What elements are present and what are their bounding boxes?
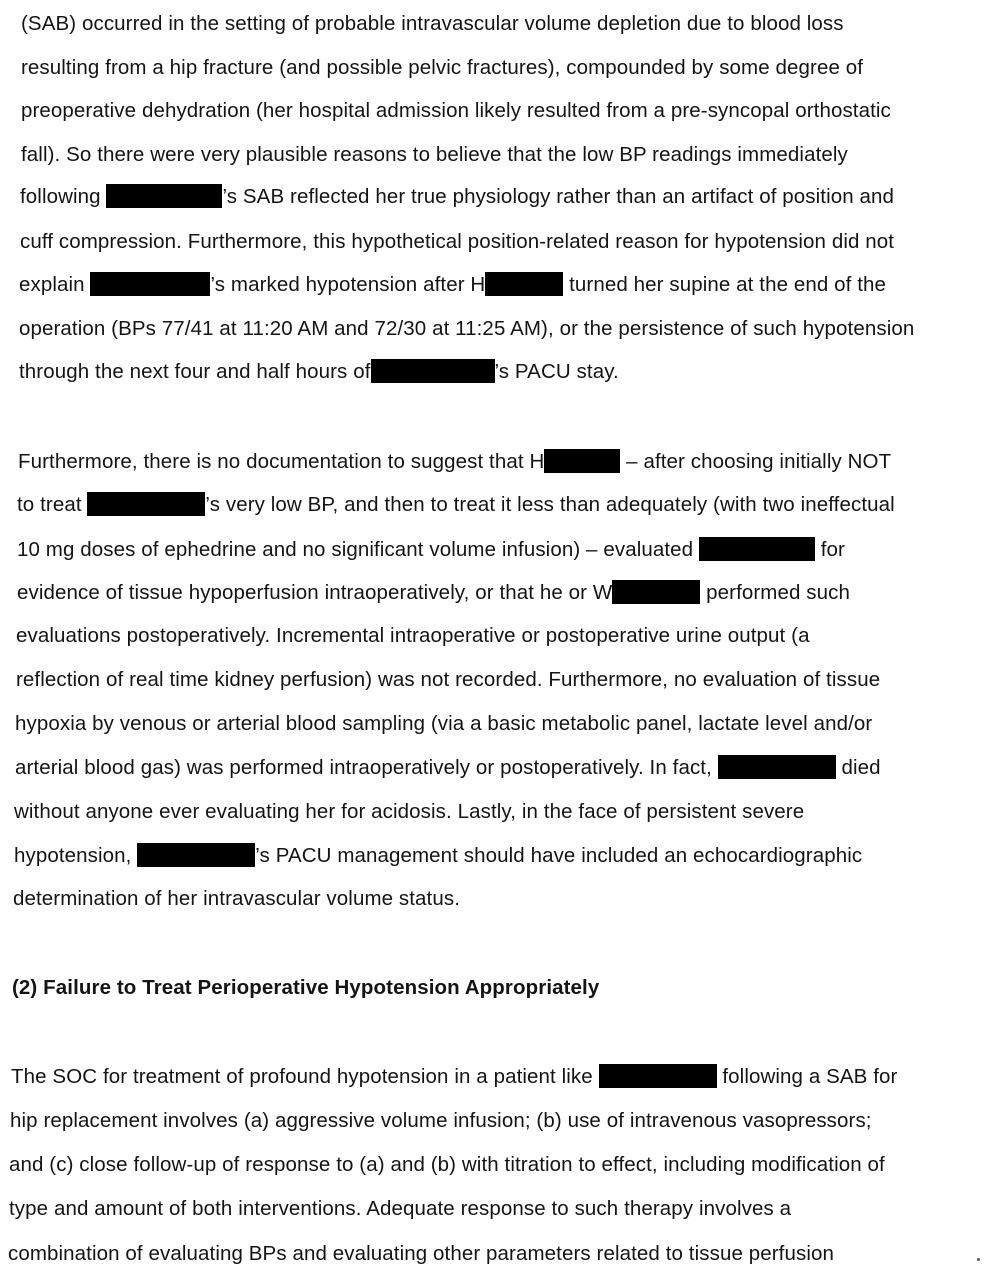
paragraph-2-line-6: reflection of real time kidney perfusion) was not recorded. Furthermore, no evaluation of tissue bbox=[16, 668, 881, 691]
paragraph-3-line-1: The SOC for treatment of profound hypotension in a patient like following a SAB for bbox=[11, 1065, 898, 1088]
paragraph-3-line-3: and (c) close follow-up of response to (a) and (b) with titration to effect, including modification of bbox=[9, 1153, 885, 1176]
redaction-bar bbox=[137, 843, 255, 867]
paragraph-1-line-9: through the next four and half hours of ’s PACU stay. bbox=[19, 360, 619, 383]
paragraph-3-line-4: type and amount of both interventions. Adequate response to such therapy involves a bbox=[9, 1197, 792, 1220]
redaction-bar bbox=[87, 492, 205, 516]
paragraph-3-line-2: hip replacement involves (a) aggressive volume infusion; (b) use of intravenous vasopressors; bbox=[10, 1109, 872, 1132]
redaction-bar bbox=[718, 755, 836, 779]
paragraph-1-line-2: resulting from a hip fracture (and possible pelvic fractures), compounded by some degree of bbox=[21, 56, 864, 79]
redaction-bar bbox=[699, 537, 815, 561]
redaction-bar bbox=[612, 580, 700, 604]
paragraph-2-line-2: to treat ’s very low BP, and then to treat it less than adequately (with two ineffectual bbox=[17, 493, 895, 516]
paragraph-2-line-1: Furthermore, there is no documentation to suggest that H – after choosing initially NOT bbox=[18, 450, 892, 473]
redaction-bar bbox=[544, 449, 620, 473]
redaction-bar bbox=[371, 359, 495, 383]
redaction-bar bbox=[485, 272, 563, 296]
paragraph-1-line-1: (SAB) occurred in the setting of probable intravascular volume depletion due to blood loss bbox=[21, 12, 844, 35]
paragraph-2-line-10: hypotension, ’s PACU management should have included an echocardiographic bbox=[14, 844, 863, 867]
section-heading: (2) Failure to Treat Perioperative Hypotension Appropriately bbox=[12, 976, 600, 999]
paragraph-1-line-4: fall). So there were very plausible reasons to believe that the low BP readings immediately bbox=[21, 143, 848, 166]
paragraph-1-line-8: operation (BPs 77/41 at 11:20 AM and 72/30 at 11:25 AM), or the persistence of such hypotension bbox=[19, 317, 915, 340]
redaction-bar bbox=[106, 184, 222, 208]
paragraph-2-line-11: determination of her intravascular volume status. bbox=[13, 887, 461, 910]
paragraph-2-line-9: without anyone ever evaluating her for acidosis. Lastly, in the face of persistent severe bbox=[14, 800, 805, 823]
paragraph-2-line-5: evaluations postoperatively. Incremental intraoperative or postoperative urine output (a bbox=[16, 624, 810, 647]
paragraph-1-line-3: preoperative dehydration (her hospital admission likely resulted from a pre-syncopal orthostatic bbox=[21, 99, 891, 122]
paragraph-1-line-5: following ’s SAB reflected her true physiology rather than an artifact of position and bbox=[20, 185, 895, 208]
paragraph-1-line-6: cuff compression. Furthermore, this hypothetical position-related reason for hypotension did not bbox=[20, 230, 895, 253]
paragraph-2-line-8: arterial blood gas) was performed intraoperatively or postoperatively. In fact, died bbox=[15, 756, 881, 779]
paragraph-3-line-5: combination of evaluating BPs and evaluating other parameters related to tissue perfusion bbox=[8, 1242, 834, 1265]
paragraph-2-line-3: 10 mg doses of ephedrine and no significant volume infusion) – evaluated for bbox=[17, 538, 845, 561]
redaction-bar bbox=[599, 1064, 717, 1088]
scan-speck bbox=[977, 1258, 980, 1261]
paragraph-2-line-7: hypoxia by venous or arterial blood sampling (via a basic metabolic panel, lactate level and/or bbox=[15, 712, 873, 735]
paragraph-1-line-7: explain ’s marked hypotension after H turned her supine at the end of the bbox=[19, 273, 887, 296]
paragraph-2-line-4: evidence of tissue hypoperfusion intraoperatively, or that he or W performed such bbox=[17, 581, 850, 604]
redaction-bar bbox=[90, 272, 210, 296]
